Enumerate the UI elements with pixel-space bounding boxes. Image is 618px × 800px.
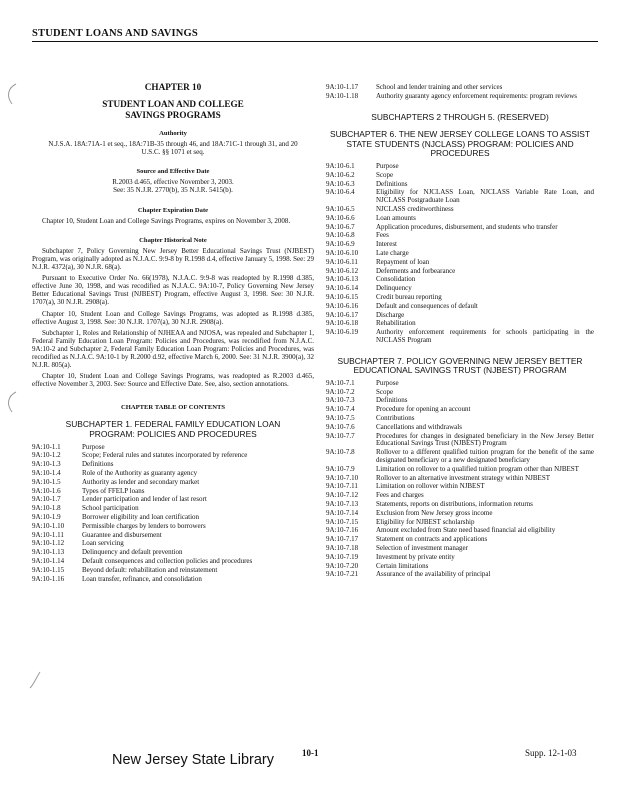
expiration-heading: Chapter Expiration Date — [137, 206, 209, 214]
toc-item[interactable] — [326, 294, 594, 302]
section-title: Investment by private entity — [376, 552, 455, 561]
section-number: 9A:10-7.3 — [326, 396, 355, 405]
section-title: Procedure for opening an account — [376, 405, 471, 414]
section-number: 9A:10-7.13 — [326, 500, 359, 509]
section-number: 9A:10-1.1 — [32, 442, 61, 451]
page-number: 10-1 — [302, 748, 319, 758]
section-title: Eligibility for NJCLASS Loan, NJCLASS Variable Rate Loan, and NJCLASS Postgraduate Loan — [376, 188, 594, 205]
section-number: 9A:10-6.13 — [326, 275, 359, 284]
section-title: Selection of investment manager — [376, 544, 468, 553]
toc-item[interactable] — [32, 540, 314, 548]
toc-item[interactable] — [326, 250, 594, 258]
section-number: 9A:10-6.18 — [326, 319, 359, 328]
section-number: 9A:10-6.6 — [326, 213, 355, 222]
toc-item[interactable] — [326, 545, 594, 553]
toc-item[interactable] — [326, 483, 594, 491]
toc-item[interactable] — [326, 380, 594, 388]
toc-item[interactable] — [32, 558, 314, 566]
toc-item[interactable] — [326, 397, 594, 405]
section-title: Authority enforcement requirements for schools participating in the NJCLASS Program — [376, 328, 594, 344]
section-title: Borrower eligibility and loan certification — [82, 513, 200, 521]
toc-item[interactable] — [326, 268, 594, 276]
section-title: School and lender training and other services — [376, 83, 503, 91]
section-number: 9A:10-1.9 — [32, 513, 61, 521]
section-number: 9A:10-7.15 — [326, 517, 359, 526]
section-title: Lender participation and lender of last resort — [82, 495, 207, 504]
section-title: Statement on contracts and applications — [376, 535, 488, 544]
toc-item[interactable] — [326, 276, 594, 284]
toc-item[interactable] — [326, 163, 594, 171]
section-title: Certain limitations — [376, 561, 429, 570]
source-heading: Source and Effective Date — [136, 168, 210, 176]
section-title: Limitation on rollover to a qualified tuition program other than NJBEST — [376, 464, 579, 473]
source-line-2: See: 35 N.J.R. 2770(b), 35 N.J.R. 5415(b). — [113, 186, 233, 195]
history-paragraph: Chapter 10, Student Loan and College Savings Programs, was adopted as R.1998 d.385, effective August 3, 1998. See: 30 N.J.R. 1707(a), 30 N.J.R. 2908(a). — [32, 309, 314, 326]
section-number: 9A:10-6.5 — [326, 204, 355, 213]
section-title: Purpose — [376, 378, 399, 387]
section-title: Fees — [376, 231, 389, 240]
section-number: 9A:10-7.10 — [326, 473, 359, 482]
section-number: 9A:10-6.10 — [326, 248, 359, 257]
subchapter-1-list — [32, 444, 314, 584]
section-title: Exclusion from New Jersey gross income — [376, 508, 493, 517]
toc-item[interactable] — [326, 285, 594, 293]
toc-item[interactable] — [326, 320, 594, 328]
authority-text: N.J.S.A. 18A:71A-1 et seq., 18A:71B-35 through 46, and 18A:71C-1 through 31, and 20 U.S.C. §§ 1071 et seq. — [48, 140, 298, 157]
section-title: Rollover to an alternative investment strategy within NJBEST — [376, 473, 550, 482]
toc-item[interactable] — [326, 433, 594, 449]
section-number: 9A:10-7.16 — [326, 526, 359, 535]
section-number: 9A:10-1.13 — [32, 548, 65, 557]
section-title: NJCLASS creditworthiness — [376, 204, 454, 213]
chapter-title: STUDENT LOAN AND COLLEGE SAVINGS PROGRAMS — [102, 99, 244, 120]
toc-item[interactable] — [326, 571, 594, 579]
section-title: Rollover to a different qualified tuition program for the benefit of the same designated beneficiary or a new designated beneficiary — [376, 448, 594, 465]
section-number: 9A:10-7.9 — [326, 464, 355, 473]
section-title: Guarantee and disbursement — [82, 530, 162, 539]
toc-item[interactable] — [32, 514, 314, 522]
toc-item[interactable] — [32, 532, 314, 540]
section-number: 9A:10-1.18 — [326, 91, 359, 100]
section-number: 9A:10-7.1 — [326, 378, 355, 387]
section-number: 9A:10-7.18 — [326, 544, 359, 553]
toc-item[interactable] — [326, 389, 594, 397]
toc-item[interactable] — [32, 567, 314, 575]
section-number: 9A:10-7.17 — [326, 535, 359, 544]
binder-hole-mark — [4, 390, 18, 414]
expiration-text: Chapter 10, Student Loan and College Savings Programs, expires on November 3, 2008. — [42, 216, 291, 225]
section-title: Definitions — [376, 396, 408, 405]
section-number: 9A:10-7.21 — [326, 570, 359, 579]
section-title: Default and consequences of default — [376, 301, 478, 310]
toc-item[interactable] — [326, 206, 594, 214]
toc-item[interactable] — [32, 576, 314, 584]
toc-item[interactable] — [326, 329, 594, 345]
toc-item[interactable] — [326, 189, 594, 205]
binder-hole-mark — [28, 668, 42, 692]
section-number: 9A:10-1.14 — [32, 556, 65, 565]
library-stamp: New Jersey State Library — [112, 752, 274, 768]
toc-item[interactable] — [326, 536, 594, 544]
section-number: 9A:10-1.3 — [32, 460, 61, 469]
toc-item[interactable] — [326, 224, 594, 232]
toc-item[interactable] — [326, 449, 594, 465]
toc-item[interactable] — [326, 563, 594, 571]
section-title: Scope; Federal rules and statutes incorporated by reference — [82, 451, 248, 460]
section-number: 9A:10-6.4 — [326, 188, 355, 197]
toc-item[interactable] — [32, 488, 314, 496]
section-number: 9A:10-6.2 — [326, 170, 355, 179]
history-paragraph: Pursuant to Executive Order No. 66(1978), N.J.A.C. 9:9-8 was readopted by R.1998 d.385, effective June 30, 1998, and was recodified as N.J.A.C. 9A:10-7, Policy Governing New Jersey Better Educational Savings Trust (NJBEST) Program, effective August 3, 1998. See: 30 N.J.R. 1707(a), 30 N.J.R. 2908(a). — [32, 274, 314, 307]
section-title: School participation — [82, 504, 139, 513]
toc-item[interactable] — [326, 84, 594, 92]
toc-item[interactable] — [326, 232, 594, 240]
section-title: Limitation on rollover within NJBEST — [376, 482, 485, 491]
toc-item[interactable] — [326, 415, 594, 423]
toc-item[interactable] — [326, 215, 594, 223]
toc-item[interactable] — [326, 172, 594, 180]
toc-item[interactable] — [326, 475, 594, 483]
section-number: 9A:10-7.4 — [326, 405, 355, 414]
section-number: 9A:10-1.15 — [32, 565, 65, 574]
subchapter-6-title: SUBCHAPTER 6. THE NEW JERSEY COLLEGE LOANS TO ASSIST STATE STUDENTS (NJCLASS) PROGRAM: POLICIES AND PROCEDURES — [329, 129, 590, 159]
section-title: Beyond default: rehabilitation and reinstatement — [82, 565, 218, 574]
section-title: Discharge — [376, 310, 405, 319]
history-paragraph: Subchapter 1, Roles and Relationship of NJHEAA and NJOSA, was repealed and Subchapter 1, Federal Family Education Loan Program: Policies and Procedures, was recodified from N.J.A.C. 9A:10-2 and Subchapter 2, Federal Family Education Loan Program: Policies and Procedures, was recodified as N.J.A.C. 9A:10-1 by R.2000 d.92, effective March 6, 2000. See: 31 N.J.R. 3900(a), 32 N.J.R. 805(a). — [32, 328, 314, 370]
toc-item[interactable] — [326, 554, 594, 562]
section-title: Credit bureau reporting — [376, 292, 442, 301]
section-number: 9A:10-7.20 — [326, 561, 359, 570]
section-number: 9A:10-1.6 — [32, 486, 61, 495]
section-number: 9A:10-6.15 — [326, 292, 359, 301]
history-paragraph: Subchapter 7, Policy Governing New Jersey Better Educational Savings Trust (NJBEST) Program, was originally adopted as N.J.A.C. 9:9-8 by R.1998 d.4, effective January 5, 1998. See: 29 N.J.R. 4372(a), 30 N.J.R. 68(a). — [32, 246, 314, 272]
section-number: 9A:10-6.7 — [326, 222, 355, 231]
section-number: 9A:10-7.8 — [326, 448, 355, 457]
section-number: 9A:10-6.16 — [326, 301, 359, 310]
toc-item[interactable] — [32, 470, 314, 478]
section-number: 9A:10-1.16 — [32, 574, 65, 583]
section-number: 9A:10-7.14 — [326, 508, 359, 517]
history-heading: Chapter Historical Note — [139, 236, 207, 244]
binder-hole-mark — [4, 82, 18, 106]
history-paragraph: Chapter 10, Student Loan and College Savings Programs, was readopted as R.2003 d.465, effective November 3, 2003. See: Source and Effective Date. See, also, section annotations. — [32, 372, 314, 389]
section-number: 9A:10-7.12 — [326, 491, 359, 500]
section-number: 9A:10-6.19 — [326, 328, 359, 337]
section-title: Deferments and forbearance — [376, 266, 456, 275]
toc-item[interactable] — [326, 424, 594, 432]
section-title: Statements, reports on distributions, information returns — [376, 500, 533, 509]
toc-item[interactable] — [32, 523, 314, 531]
running-head: STUDENT LOANS AND SAVINGS — [32, 28, 598, 42]
section-title: Delinquency and default prevention — [82, 548, 183, 557]
toc-heading: CHAPTER TABLE OF CONTENTS — [120, 404, 226, 412]
section-number: 9A:10-1.11 — [32, 530, 64, 539]
section-number: 9A:10-1.10 — [32, 521, 65, 530]
toc-item[interactable] — [32, 444, 314, 452]
toc-item[interactable] — [32, 549, 314, 557]
section-title: Role of the Authority as guaranty agency — [82, 469, 198, 478]
subchapter-7-title: SUBCHAPTER 7. POLICY GOVERNING NEW JERSEY BETTER EDUCATIONAL SAVINGS TRUST (NJBEST) PROGRAM — [337, 355, 583, 376]
section-number: 9A:10-1.5 — [32, 477, 61, 486]
toc-item[interactable] — [32, 479, 314, 487]
section-number: 9A:10-1.12 — [32, 539, 65, 548]
section-number: 9A:10-6.11 — [326, 257, 358, 266]
toc-item[interactable] — [326, 466, 594, 474]
subchapter-7-list — [326, 380, 594, 579]
section-number: 9A:10-7.11 — [326, 482, 358, 491]
section-title: Application procedures, disbursement, and students who transfer — [376, 222, 558, 231]
section-number: 9A:10-1.8 — [32, 504, 61, 513]
section-title: Authority as lender and secondary market — [82, 477, 200, 486]
section-title: Procedures for changes in designated beneficiary in the New Jersey Better Educational Savings Trust (NJBEST) Program — [376, 431, 594, 448]
section-title: Loan amounts — [376, 213, 416, 222]
authority-heading: Authority — [159, 130, 187, 137]
section-number: 9A:10-1.17 — [326, 83, 359, 91]
section-number: 9A:10-7.7 — [326, 431, 355, 440]
section-title: Scope — [376, 387, 394, 396]
chapter-number: CHAPTER 10 — [144, 82, 202, 92]
toc-item[interactable] — [326, 510, 594, 518]
section-title: Interest — [376, 240, 397, 249]
section-title: Permissible charges by lenders to borrowers — [82, 521, 206, 530]
toc-item[interactable] — [326, 181, 594, 189]
section-title: Definitions — [376, 179, 408, 188]
reserved-subchapters: SUBCHAPTERS 2 THROUGH 5. (RESERVED) — [371, 111, 549, 122]
section-title: Purpose — [376, 161, 399, 170]
section-title: Default consequences and collection policies and procedures — [82, 556, 253, 565]
left-column — [32, 82, 314, 584]
section-number: 9A:10-6.8 — [326, 231, 355, 240]
section-title: Purpose — [82, 442, 105, 451]
section-title: Fees and charges — [376, 491, 424, 500]
section-title: Scope — [376, 170, 394, 179]
section-title: Contributions — [376, 414, 415, 423]
toc-item[interactable] — [32, 505, 314, 513]
section-number: 9A:10-6.1 — [326, 161, 355, 170]
right-column — [326, 84, 594, 580]
section-number: 9A:10-1.7 — [32, 495, 61, 504]
toc-item[interactable] — [326, 501, 594, 509]
section-title: Loan servicing — [82, 539, 124, 548]
section-title: Types of FFELP loans — [82, 486, 145, 495]
subchapter-1-title: SUBCHAPTER 1. FEDERAL FAMILY EDUCATION LOAN PROGRAM: POLICIES AND PROCEDURES — [65, 419, 281, 440]
toc-item[interactable] — [326, 519, 594, 527]
toc-item[interactable] — [326, 406, 594, 414]
section-number: 9A:10-7.19 — [326, 552, 359, 561]
toc-item[interactable] — [326, 241, 594, 249]
toc-item[interactable] — [326, 527, 594, 535]
section-title: Delinquency — [376, 284, 412, 293]
section-number: 9A:10-1.2 — [32, 451, 61, 460]
toc-item[interactable] — [32, 452, 314, 460]
toc-item[interactable] — [326, 259, 594, 267]
section-title: Definitions — [82, 460, 114, 469]
section-title: Rehabilitation — [376, 319, 416, 328]
section-title: Cancellations and withdrawals — [376, 422, 462, 431]
section-number: 9A:10-6.3 — [326, 179, 355, 188]
supplement-date: Supp. 12-1-03 — [525, 748, 577, 758]
section-number: 9A:10-6.17 — [326, 310, 359, 319]
section-title: Loan transfer, refinance, and consolidation — [82, 574, 202, 583]
section-number: 9A:10-1.4 — [32, 469, 61, 478]
section-title: Consolidation — [376, 275, 416, 284]
section-title: Authority guaranty agency enforcement requirements: program reviews — [376, 91, 577, 100]
toc-item[interactable] — [32, 461, 314, 469]
source-line-1: R.2003 d.465, effective November 3, 2003. — [112, 178, 234, 187]
section-number: 9A:10-7.5 — [326, 414, 355, 423]
section-title: Amount excluded from State need based financial aid eligibility — [376, 526, 556, 535]
section-number: 9A:10-7.6 — [326, 422, 355, 431]
section-title: Assurance of the availability of principal — [376, 570, 491, 579]
section-number: 9A:10-7.2 — [326, 387, 355, 396]
section-number: 9A:10-6.14 — [326, 284, 359, 293]
subchapter-6-list — [326, 163, 594, 345]
toc-item[interactable] — [32, 496, 314, 504]
toc-item[interactable] — [326, 312, 594, 320]
section-title: Repayment of loan — [376, 257, 430, 266]
section-title: Eligibility for NJBEST scholarship — [376, 517, 475, 526]
section-number: 9A:10-6.9 — [326, 240, 355, 249]
toc-item[interactable] — [326, 303, 594, 311]
subchapter-1-continued-list — [326, 84, 594, 101]
toc-item[interactable] — [326, 492, 594, 500]
section-number: 9A:10-6.12 — [326, 266, 359, 275]
section-title: Late charge — [376, 248, 409, 257]
toc-item[interactable] — [326, 93, 594, 101]
